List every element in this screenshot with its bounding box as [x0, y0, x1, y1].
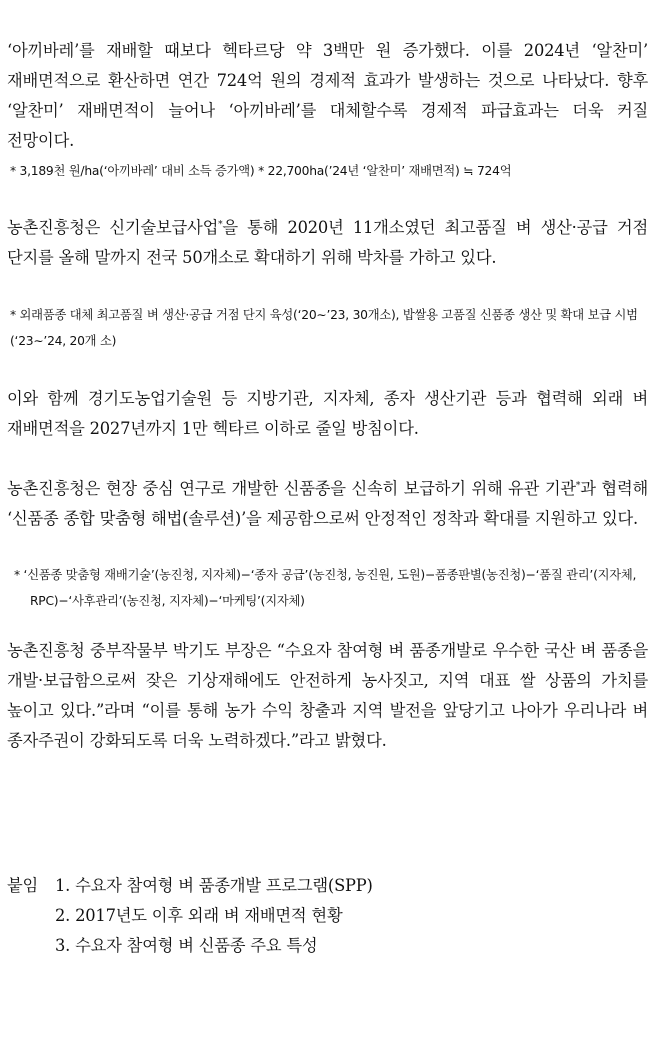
- paragraph-director-quote: 농촌진흥청 중부작물부 박기도 부장은 “수요자 참여형 벼 품종개발로 우수한 국산 벼 품종을 개발·보급함으로써 잦은 기상재해에도 안전하게 농사짓고, 지역 대표 쌀 상품의 가치를 높이고 있다.”라며 “이를 통해 농가 수익 창출과 지역 발전을 앞당기고 나아가 우리나라 벼 종자주권이 강화되도록 더욱 노력하겠다.”라고 밝혔다.: [7, 641, 648, 750]
- paragraph-text: 농촌진흥청은 현장 중심 연구로 개발한 신품종을 신속히 보급하기 위해 유관 기관: [7, 479, 576, 498]
- attachment-item-label: 1. 수요자 참여형 벼 품종개발 프로그램(SPP): [55, 876, 373, 895]
- paragraph-production-base: [7, 213, 648, 273]
- footnote-calculation: * 3,189천 원/ha(‘아끼바레’ 대비 소득 증가액) * 22,700ha(’24년 ‘알찬미’ 재배면적) ≒ 724억: [10, 164, 512, 178]
- footnote-marker: *: [218, 220, 223, 230]
- attachments-list: [7, 871, 648, 961]
- attachments-label: 붙임: [7, 876, 39, 895]
- attachment-item: [7, 901, 648, 931]
- paragraph-cooperation: 이와 함께 경기도농업기술원 등 지방기관, 지자체, 종자 생산기관 등과 협력해 외래 벼 재배면적을 2027년까지 1만 헥타르 이하로 줄일 방침이다.: [7, 389, 648, 438]
- footnote-marker: *: [575, 481, 581, 491]
- attachment-item: [7, 871, 648, 901]
- paragraph-economic-effect: ‘아끼바레’를 재배할 때보다 헥타르당 약 3백만 원 증가했다. 이를 2024년 ‘알찬미’ 재배면적으로 환산하면 연간 724억 원의 경제적 효과가 발생하는 것으로 나타났다. 향후 ‘알찬미’ 재배면적이 늘어나 ‘아끼바레’를 대체할수록 경제적 파급효과는 더욱 커질 전망이다.: [7, 41, 648, 150]
- paragraph-text: 과 협력해 ‘신품종 종합 맞춤형 해법(솔루션)’을 제공함으로써 안정적인 정착과 확대를 지원하고 있다.: [7, 479, 648, 528]
- attachment-item-label: 2. 2017년도 이후 외래 벼 재배면적 현황: [55, 906, 343, 925]
- paragraph-solution-support: [7, 474, 648, 534]
- footnote-tech-project: * 외래품종 대체 최고품질 벼 생산·공급 거점 단지 육성(‘20∼’23, 30개소), 밥쌀용 고품질 신품종 생산 및 확대 보급 시범(‘23∼’24, 20개 소): [10, 308, 638, 348]
- paragraph-text: 농촌진흥청은 신기술보급사업: [7, 218, 219, 237]
- attachment-item-label: 3. 수요자 참여형 벼 신품종 주요 특성: [55, 936, 318, 955]
- footnote-solution-steps: * ‘신품종 맞춤형 재배기술’(농진청, 지자체)−‘종자 공급’(농진청, 농진원, 도원)−품종판별(농진청)−‘품질 관리’(지자체, RPC)−‘사후관리’(농진청, 지자체)−‘마케팅’(지자체): [14, 568, 637, 608]
- attachment-item: [7, 931, 648, 961]
- paragraph-text: 을 통해 2020년 11개소였던 최고품질 벼 생산·공급 거점 단지를 올해 말까지 전국 50개소로 확대하기 위해 박차를 가하고 있다.: [7, 218, 648, 267]
